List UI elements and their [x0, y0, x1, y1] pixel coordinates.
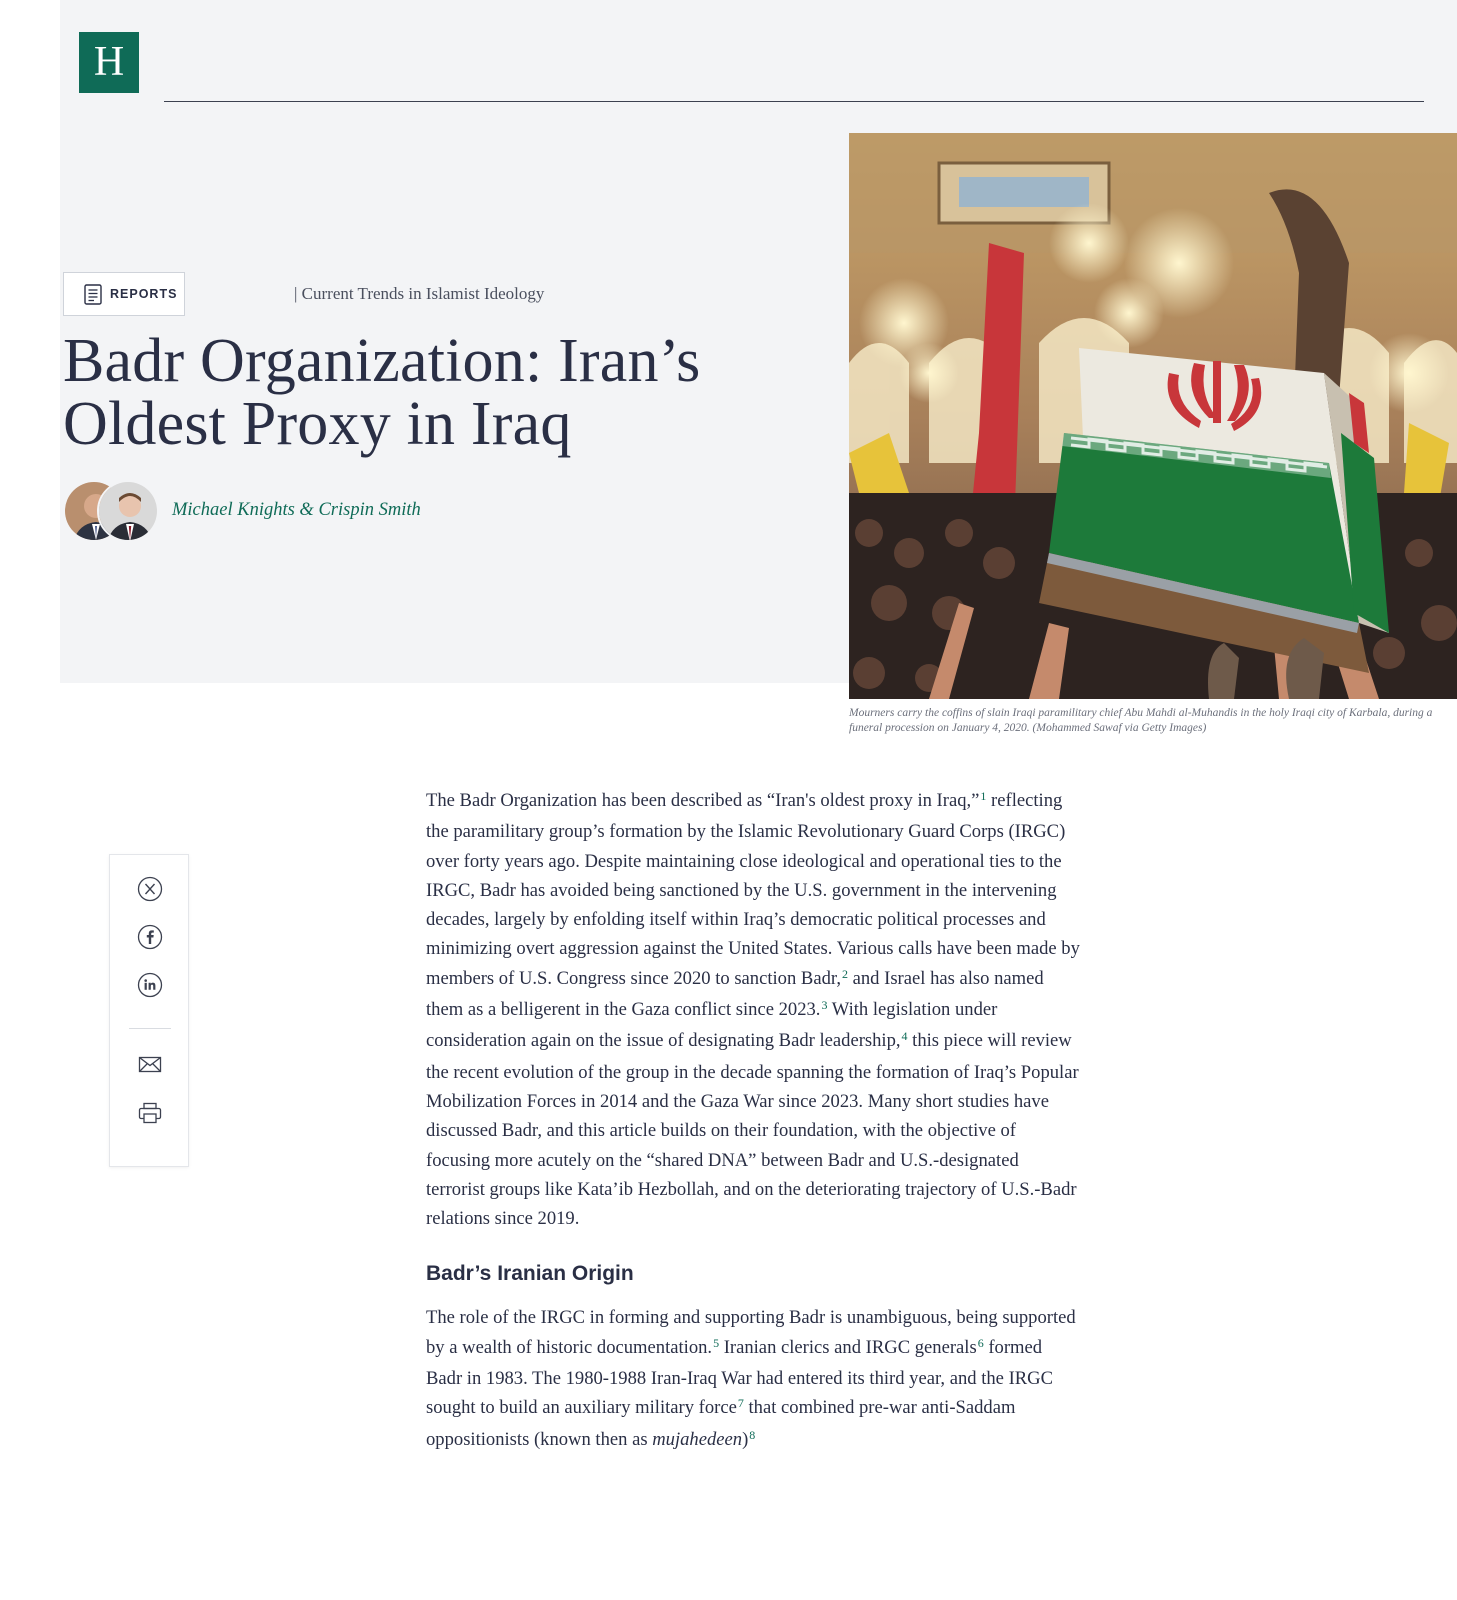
footnote-link[interactable]: 1: [980, 789, 987, 803]
section-heading: Badr’s Iranian Origin: [426, 1262, 634, 1286]
author-names[interactable]: Michael Knights & Crispin Smith: [172, 500, 421, 520]
footnote-link[interactable]: 5: [713, 1335, 720, 1350]
site-logo[interactable]: H: [79, 32, 139, 93]
share-x-button[interactable]: [137, 876, 163, 902]
tag-label: REPORTS: [110, 287, 178, 301]
share-linkedin-button[interactable]: [137, 972, 163, 998]
author-avatars: [63, 480, 163, 544]
footnote-link[interactable]: 8: [749, 1427, 756, 1442]
x-icon: [137, 876, 163, 902]
email-icon: [137, 1051, 163, 1077]
footnote-link[interactable]: 3: [821, 998, 828, 1013]
linkedin-icon: [137, 972, 163, 998]
share-divider: [129, 1028, 171, 1029]
footnote-link[interactable]: 6: [977, 1335, 984, 1350]
hero-image: [849, 133, 1457, 699]
avatar: [97, 480, 159, 542]
share-toolbar: [109, 854, 189, 1167]
share-facebook-button[interactable]: [137, 924, 163, 950]
facebook-icon: [137, 924, 163, 950]
header-divider: [164, 101, 1424, 102]
article-body: [426, 786, 1081, 1456]
print-button[interactable]: [137, 1100, 163, 1126]
document-icon: [84, 284, 102, 305]
share-email-button[interactable]: [137, 1051, 163, 1077]
footnote-link[interactable]: 4: [901, 1029, 908, 1044]
image-caption: Mourners carry the coffins of slain Iraqi paramilitary chief Abu Mahdi al-Muhandis in the holy Iraqi city of Karbala, during a funeral procession on January 4, 2020. (Mohammed Sawaf via Getty Images): [849, 707, 1433, 734]
print-icon: [137, 1100, 163, 1126]
footnote-link[interactable]: 2: [841, 966, 848, 981]
footnote-link[interactable]: 7: [737, 1396, 744, 1411]
series-link[interactable]: | Current Trends in Islamist Ideology: [294, 284, 545, 303]
reports-tag[interactable]: [63, 272, 185, 316]
page-title: Badr Organization: Iran’s Oldest Proxy in Iraq: [63, 327, 701, 458]
article-paragraph: The role of the IRGC in forming and supporting Badr is unambiguous, being supported by a wealth of historic documentation.$^5$ Iranian clerics and IRGC generals$^6$ formed Badr in 1983. The 1980-1988 Iran-Iraq War had entered its third year, and the IRGC sought to build an auxiliary military force$^7$ that combined pre-war anti-Saddam oppositionists (known then as mujahedeen)$^8$: [426, 1307, 1076, 1450]
article-paragraph: The Badr Organization has been described as “Iran's oldest proxy in Iraq,”$^1$ reflecting the paramilitary group’s formation by the Islamic Revolutionary Guard Corps (IRGC) over forty years ago. Despite maintaining close ideological and operational ties to the IRGC, Badr has avoided being sanctioned by the U.S. government in the intervening decades, largely by enfolding itself within Iraq’s democratic political processes and minimizing overt aggression against the United States. Various calls have been made by members of U.S. Congress since 2020 to sanction Badr,$^2$ and Israel has also named them as a belligerent in the Gaza conflict since 2023.$^3$ With legislation under consideration again on the issue of designating Badr leadership,$^4$ this piece will review the recent evolution of the group in the decade spanning the formation of Iraq’s Popular Mobilization Forces in 2014 and the Gaza War since 2023. Many short studies have discussed Badr, and this article builds on their foundation, with the objective of focusing more acutely on the “shared DNA” between Badr and U.S.-designated terrorist groups like Kata’ib Hezbollah, and on the deteriorating trajectory of U.S.-Badr relations since 2019.: [426, 789, 1080, 1230]
